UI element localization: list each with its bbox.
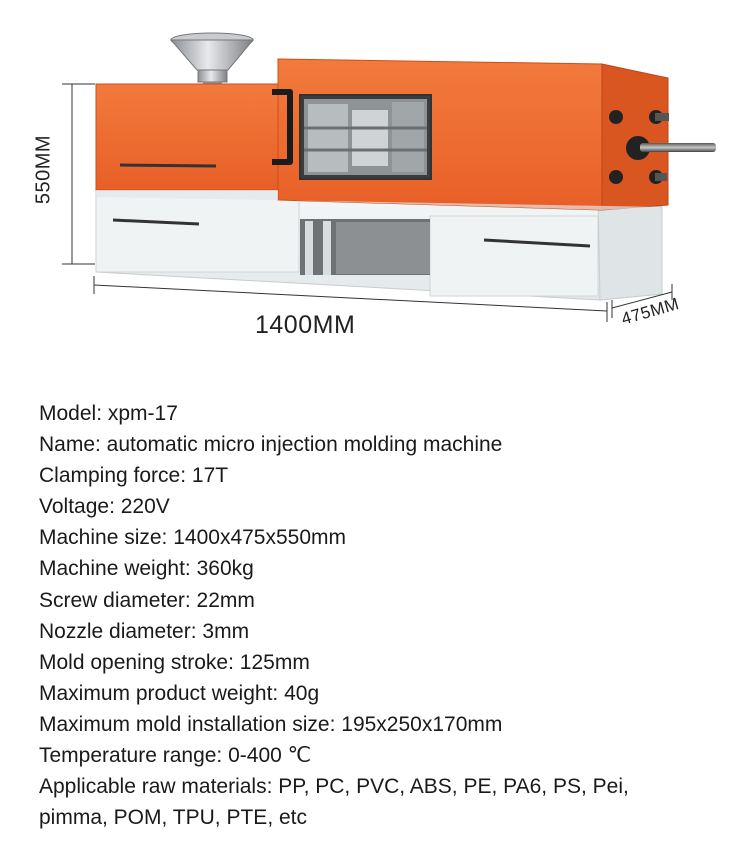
spec-machine-weight: Machine weight: 360kg bbox=[39, 557, 254, 581]
machine-figure bbox=[0, 0, 750, 380]
spec-raw-materials-continued: pimma, POM, TPU, PTE, etc bbox=[39, 806, 307, 830]
height-dimension-label: 550MM bbox=[32, 134, 55, 205]
spec-machine-size: Machine size: 1400x475x550mm bbox=[39, 526, 347, 550]
specifications-list bbox=[39, 398, 729, 833]
spec-nozzle-diameter: Nozzle diameter: 3mm bbox=[39, 619, 250, 643]
spec-mold-opening-stroke: Mold opening stroke: 125mm bbox=[39, 650, 310, 674]
spec-model: Model: xpm-17 bbox=[39, 402, 178, 425]
spec-max-mold-installation-size: Maximum mold installation size: 195x250x170mm bbox=[39, 712, 503, 736]
orange-body bbox=[96, 59, 716, 210]
spec-temperature-range: Temperature range: 0-400 ℃ bbox=[39, 744, 312, 768]
spec-clamping-force: Clamping force: 17T bbox=[39, 464, 229, 488]
depth-dimension-label: 475MM bbox=[619, 294, 682, 329]
spec-voltage: Voltage: 220V bbox=[39, 495, 170, 519]
spec-raw-materials: Applicable raw materials: PP, PC, PVC, ABS, PE, PA6, PS, Pei, bbox=[39, 775, 629, 799]
hopper bbox=[171, 33, 253, 86]
length-dimension-label: 1400MM bbox=[255, 311, 356, 339]
spec-name: Name: automatic micro injection molding machine bbox=[39, 433, 503, 457]
spec-max-product-weight: Maximum product weight: 40g bbox=[39, 681, 320, 705]
spec-screw-diameter: Screw diameter: 22mm bbox=[39, 588, 255, 612]
